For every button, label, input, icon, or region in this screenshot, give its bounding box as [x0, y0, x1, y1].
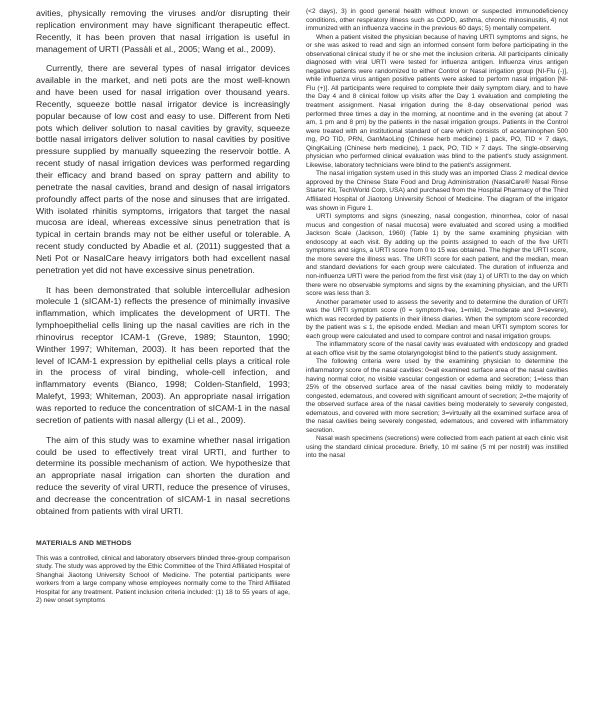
paragraph-r2: When a patient visited the physician because of having URTI symptoms and signs, he or she was asked to read and sign an informed consent form before participating in the observational clinical study if he or she met the inclusion criteria. All participants clinically diagnosed with viral URTI were tested for influenza antigen. Influenza virus antigen negative patients were randomized to either Control or Nasal irrigation group [NI-Flu (-)], while influenza virus antigen positive patients were asked to perform nasal irrigation [NI-Flu (+)]. All participants were required to complete their daily symptom diary, and to have the Day 4 and 8 clinical follow up visits after the Day 1 evaluation and completing the treatment assignment. Nasal irrigation during the 8-day observational period was performed three times a day in the morning, at noontime and in the evening (at about 7 am, 1 pm and 8 pm) by the patients in the nasal irrigation groups. Patients in the Control were treated with an institutional standard of care which consists of acetaminophen 500 mg, PO TID, PRN, GanMaoLing (Chinese herb medicine) 1 pack, PO, TID × 7 days, QingKaiLing (Chinese herb medicine), 1 pack, PO, TID × 7 days. The single-observing physician who performed clinical evaluation was blind to the patient's study assignment. Likewise, laboratory technicians were blind to the patient's assignment. [306, 33, 568, 169]
paragraph-r6: The inflammatory score of the nasal cavity was evaluated with endoscopy and graded at each office visit by the same otolaryngologist blind to the patient's study assignment. [306, 341, 568, 357]
left-column [36, 8, 290, 606]
section-heading-methods: MATERIALS AND METHODS [36, 539, 132, 547]
paragraph-r7: The following criteria were used by the examining physician to determine the inflammatory score of the nasal cavities: 0=all examined surface area of the nasal cavities having normal color, no visible vascular congestion or edema and secretion; 1=less than 25% of the observed surface area of the nasal cavities being mildly to moderately congested, edematous, and covered with significant amount of secretion; 2=the majority of the observed surface area of the nasal cavities being moderately to severely congested, edematous, and covered with more secretion; 3=virtually all the examined surface area of the nasal cavities being severely congested, edematous, and covered with inflammatory secretion. [306, 358, 568, 434]
paragraph-r1: (<2 days), 3) in good general health without known or suspected immunodeficiency conditions, other respiratory illness such as COPD, asthma, chronic rhinosinusitis, 4) not immunized with an influenza vaccine in the previous 60 days; 5) mentally competent. [306, 8, 568, 33]
methods-paragraph: This was a controlled, clinical and laboratory observers blinded three-group comparison study. The study was approved by the Ethic Committee of the Third Affiliated Hospital of Shanghai Jiaotong University School of Medicine. The potential participants were workers from a large company whose employees normally come to the Third Affiliated Hospital for any treatment. Patient inclusion criteria included: (1) 18 to 55 years of age, 2) new onset symptoms [36, 554, 290, 605]
paragraph-3: It has been demonstrated that soluble intercellular adhesion molecule 1 (sICAM-1) reflects the presence of minimally invasive inflammation, which implicates the development of URTI. The lymphoepithelial cells lining up the nasal cavities are rich in the rhinovirus receptor ICAM-1 (Greve, 1989; Staunton, 1990; Winther 1997; Whiteman, 2003). It has been reported that the level of ICAM-1 expression by epithelial cells plays a critical role in the process of viral binding, whole-cell infection, and inflammatory events (Bianco, 1998; Colden-Stanfield, 1993; Malefyt, 1993; Whiteman, 2003). An appropriate nasal irrigation was reported to reduce the concentration of sICAM-1 in the nasal secretion of patients with nasal allergy (Li et al., 2009). [36, 284, 290, 425]
right-column [306, 8, 568, 461]
methods-text [36, 555, 290, 606]
paragraph-r4: URTI symptoms and signs (sneezing, nasal congestion, rhinorrhea, color of nasal mucus and congestion of nasal mucosa) were evaluated and scored using a modified Jackson Scale (Jackson, 1960) (Table 1) by the same examining physician with endoscopy at each visit. By adding up the points assigned to each of the five URTI symptoms and signs, a URTI score from 0 to 15 was obtained. The higher the URTI score, the more severe the illness was. The URTI score for each patient, and the median, mean and standard deviations for each group were calculated. The duration of influenza and non-influenza URTI were the period from the first visit (day 1) of URTI to the day on which there were no observable symptoms and signs by the examining physician, and the URTI score was less than 3. [306, 213, 568, 298]
paragraph-r8: Nasal wash specimens (secretions) were collected from each patient at each clinic visit using the standard clinical procedure. Briefly, 10 ml saline (5 ml per nostril) was instilled into the nasal [306, 435, 568, 460]
paragraph-1: avities, physically removing the viruses and/or disrupting their replication environment may have significant therapeutic effect. Recently, it has been proven that nasal irrigation is useful in management of URTI (Passàli et al., 2005; Wang et al., 2009). [36, 8, 290, 54]
paragraph-r5: Another parameter used to assess the severity and to determine the duration of URTI was the URTI symptom score (0 = symptom-free, 1=mild, 2=moderate and 3=severe), which was recorded by patients in their illness diaries. When the symptom score recorded by the patient was ≤ 1, the episode ended. Median and mean URTI symptom scores for each group were calculated and used to compare control and nasal irrigation groups. [306, 298, 568, 340]
paragraph-2: Currently, there are several types of nasal irrigator devices available in the market, and neti pots are the most well-known and have been used for nasal irrigation over thousand years. Recently, squeeze bottle nasal irrigator device is increasingly popular because of low cost and easy to use. Different from Neti pots which deliver solution to nasal cavities by gravity, squeeze bottle nasal irrigators deliver solution to nasal cavities by positive pressure supplied by manually squeezing the reservoir bottle. A recent study of nasal irrigation devices was performed regarding their efficacy and brand based on spray pattern and ability to penetrate the nasal cavities, brand and design of nasal irrigators profoundly affect parts of the nose and sinuses that are irrigated. With isolated rhinitis symptoms, irrigators that target the nasal mucosa are ideal, whereas excessive sinus penetration that is typical in certain brands may not be either useful or tolerable. A recent study conducted by Abadie et al. (2011) suggested that a Neti Pot or NasalCare heavy irrigators both had excellent nasal penetration yet did not have excessive sinus penetration. [36, 63, 290, 275]
paragraph-4: The aim of this study was to examine whether nasal irrigation could be used to effectively treat viral URTI, and further to determine its possible mechanism of action. We hypothesize that an appropriate nasal irrigation can shorten the duration and reduce the severity of viral URTI, reduce the presence of viruses, and decrease the concentration of sICAM-1 in nasal secretions obtained from patients with viral URTI. [36, 434, 290, 516]
introduction-text [36, 8, 290, 518]
paragraph-r3: The nasal irrigation system used in this study was an imported Class 2 medical device approved by the Chinese State Food and Drug Administration (NasalCare® Nasal Rinse Starter Kit, TechWorld Corp, USA) and purchased from the Hospital Pharmacy of the Third Affiliated Hospital of Jiaotong University School of Medicine. The diagram of the irrigator was shown in Figure 1. [306, 170, 568, 212]
